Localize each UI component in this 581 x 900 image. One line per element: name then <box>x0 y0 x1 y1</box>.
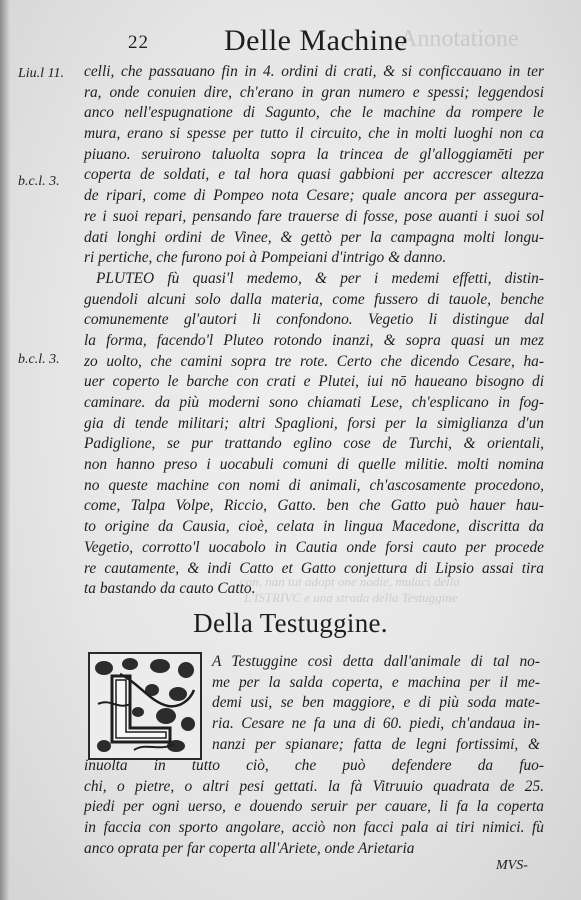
text-line: demi usi, se ben maggiore, e di più soda mate- <box>212 694 540 712</box>
text-line: gia di tende militari; altri Spaglioni, forsi per la simiglianza d'un <box>84 414 544 432</box>
text-line: ra, onde conuien dire, ch'erano in gran numero e spessi; leggendosi <box>84 83 544 101</box>
text-line: coperta de soldati, e tal hora quasi gabbioni per accrescer altezza <box>84 166 544 184</box>
text-line: guendoli alcuni solo dalla materia, come fussero di tauole, benche <box>84 290 544 308</box>
decorated-initial-l-woodcut <box>88 652 202 760</box>
text-line: inuolta in tutto ciò, che può defendere da fuo- <box>84 757 544 774</box>
text-line: A Testuggine così detta dall'animale di tal no- <box>212 653 540 670</box>
page-number: 22 <box>128 32 149 53</box>
text-line: nanzi per spianare; fatta de legni fortissimi, & <box>212 735 540 753</box>
margin-note-1: Liu.l 11. <box>18 66 65 81</box>
text-line: come, Talpa Volpe, Riccio, Gatto. ben che Gatto può hauer hau- <box>84 497 544 515</box>
text-line: Padiglione, se pur trattando eglino cose de Turchi, & orientali, <box>84 435 544 453</box>
bleed-through-text-top: Annotatione <box>400 26 519 52</box>
text-line: me per la salda coperta, e machina per il me- <box>212 673 540 691</box>
text-line: PLUTEO fù quasi'l medemo, & per i medemi effetti, distin- <box>96 269 544 287</box>
main-text-block <box>84 62 544 600</box>
text-line: non hanno preso i uocabuli comuni di quelle militie. molti nomina <box>84 456 544 474</box>
catchword: MVS- <box>496 858 528 873</box>
text-line: piuano. seruirono taluolta sopra la trincea de gl'alloggiamēti per <box>84 145 544 163</box>
text-line: caminare. da più moderni sono chiamati Lese, ch'esplicano in fog- <box>84 394 544 411</box>
page-header <box>0 24 581 58</box>
bleed-through-text-middle-2: L'ISTRIVC e una strada della Testuggine <box>244 590 458 605</box>
text-line: to origine da Causia, cioè, celata in lingua Macedone, discritta da <box>84 518 544 536</box>
text-line: de ripari, come di Pompeo nota Cesare; quale ancora per assegura- <box>84 187 544 205</box>
text-line: ria. Cesare ne fa una di 60. piedi, ch'andaua in- <box>212 715 540 733</box>
text-line: ta bastando da cauto Catto. <box>84 580 256 598</box>
bleed-through-text-middle-1: con, nan tut adopt one nodie, mulaci della <box>240 574 460 589</box>
text-line: re cautamente, & indi Catto et Gatto conjettura di Lipsio assai tira <box>84 559 544 577</box>
text-line: la forma, facendo'l Pluteo rotondo inanzi, & sopra quasi un mez <box>84 331 544 349</box>
testuggine-text-below-initial <box>84 756 544 859</box>
running-title: Delle Machine <box>224 24 408 57</box>
text-line: in faccia con sporto angolare, acciò non facci pala ai tiri nimici. fù <box>84 819 544 837</box>
text-line: ri pertiche, che furono poi à Pompeiani d'intrigo & danno. <box>84 249 447 267</box>
margin-note-3: b.c.l. 3. <box>18 352 60 367</box>
text-line: Vegetio, corrotto'l uocabolo in Cautia onde forsi cauto per procede <box>84 538 544 556</box>
margin-note-2: b.c.l. 3. <box>18 174 60 189</box>
text-line: no queste machine con nomi di animali, ch'ascosamente procedono, <box>84 476 544 494</box>
text-line: comunemente gl'autori li confondono. Vegetio li distingue dal <box>84 311 544 329</box>
text-line: chi, o pietre, o altri pesi gettati. la fà Vitruuio quadrata de 25. <box>84 777 544 795</box>
text-line: dati longhi ordini de Vinee, & gettò per la campagna molti longu- <box>84 228 544 246</box>
text-line: piedi per ogni uerso, e douendo seruir per cauare, li fa la coperta <box>84 798 544 816</box>
page-gutter-shadow <box>0 0 10 900</box>
text-line: mura, erano si spesse per tutto il circuito, che in molti luoghi non ca <box>84 125 544 143</box>
text-line: uer coperto le barche con crati e Plutei, iui nō haueano bisogno di <box>84 373 544 391</box>
text-line: anco oprata per far coperta all'Ariete, onde Arietaria <box>84 839 415 857</box>
section-heading: Della Testuggine. <box>193 608 388 638</box>
text-line: anco nell'espugnatione di Sagunto, che le machine da rompere le <box>84 104 544 122</box>
testuggine-text-beside-initial <box>212 652 540 755</box>
text-line: re i suoi repari, pensando fare trauerse di fosse, pose auanti i suoi sol <box>84 207 544 225</box>
text-line: zo uolto, che camini sopra tre rote. Certo che dicendo Cesare, ha- <box>84 352 544 370</box>
text-line: celli, che passauano fin in 4. ordini di crati, & si conficcauano in ter <box>84 63 544 80</box>
